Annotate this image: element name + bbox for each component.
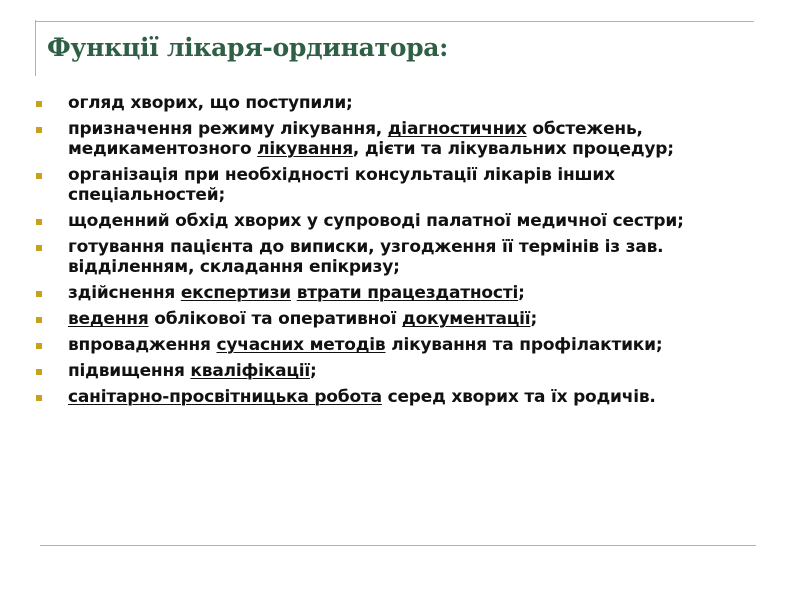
square-bullet-icon	[36, 369, 42, 375]
bullet-item	[33, 93, 763, 113]
square-bullet-icon	[36, 395, 42, 401]
bullet-text: лікування та профілактики;	[385, 335, 663, 355]
square-bullet-icon	[36, 343, 42, 349]
square-bullet-icon	[36, 127, 42, 133]
bullet-text: ;	[310, 361, 317, 381]
bullet-item	[33, 387, 763, 407]
bullet-item	[33, 361, 763, 381]
slide-title: Функції лікаря-ординатора:	[47, 33, 449, 62]
square-bullet-icon	[36, 291, 42, 297]
bullet-item	[33, 119, 763, 159]
bullet-item	[33, 283, 763, 303]
hyperlink[interactable]: ведення	[68, 309, 149, 329]
bullet-item	[33, 211, 763, 231]
bullet-text: , дієти та лікувальних процедур;	[352, 139, 674, 159]
bullet-text: ;	[518, 283, 525, 303]
hyperlink[interactable]: діагностичних	[387, 119, 527, 139]
bullet-text: ;	[530, 309, 538, 329]
hyperlink[interactable]: сучасних методів	[216, 335, 386, 355]
bullet-item	[33, 309, 763, 329]
bullet-list	[33, 93, 763, 413]
bullet-text: обстежень, медикаментозного	[68, 119, 643, 159]
bullet-text: впровадження	[68, 335, 217, 355]
square-bullet-icon	[36, 317, 42, 323]
bullet-item	[33, 335, 763, 355]
bullet-text: серед хворих та їх родичів.	[381, 387, 656, 407]
bullet-item	[33, 165, 763, 205]
square-bullet-icon	[36, 219, 42, 225]
hyperlink[interactable]: документації	[402, 309, 531, 329]
bullet-text: організація при необхідності консультації лікарів інших спеціальностей;	[68, 165, 615, 205]
bullet-text: огляд хворих, що поступили;	[68, 93, 353, 113]
top-divider-line	[36, 21, 754, 22]
bullet-item	[33, 237, 763, 277]
left-divider-line	[35, 20, 36, 76]
hyperlink[interactable]: експертизи	[180, 283, 291, 303]
bullet-text: готування пацієнта до виписки, узгодження її термінів із зав. відділенням, складання епікризу;	[68, 237, 664, 277]
square-bullet-icon	[36, 173, 42, 179]
hyperlink[interactable]: санітарно-просвітницька робота	[68, 387, 382, 407]
bullet-text: щоденний обхід хворих у супроводі палатної медичної сестри;	[68, 211, 684, 231]
bullet-text: облікової та оперативної	[148, 309, 403, 329]
bullet-text: призначення режиму лікування,	[68, 119, 388, 139]
hyperlink[interactable]: втрати працездатності	[296, 283, 519, 303]
bullet-text: здійснення	[68, 283, 181, 303]
hyperlink[interactable]: лікування	[257, 139, 353, 159]
bullet-text: підвищення	[68, 361, 191, 381]
square-bullet-icon	[36, 101, 42, 107]
square-bullet-icon	[36, 245, 42, 251]
hyperlink[interactable]: кваліфікації	[190, 361, 311, 381]
bottom-divider-line	[40, 545, 756, 546]
